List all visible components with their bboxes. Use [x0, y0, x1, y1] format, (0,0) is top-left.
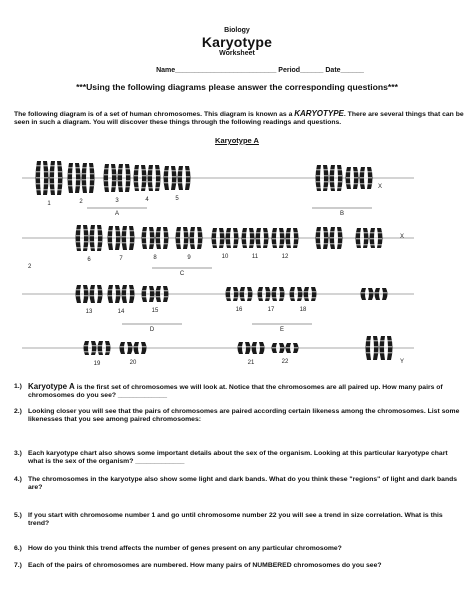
chromosome: [272, 343, 285, 353]
chromosome: [286, 228, 299, 248]
karyotype-diagram: [22, 148, 414, 376]
pair-number-label: 14: [117, 309, 125, 315]
chromosome: [370, 228, 383, 248]
question-3-number: 3.): [14, 450, 22, 457]
pair-number-label: 17: [267, 307, 275, 313]
question-3: [14, 450, 464, 467]
chromosome: [142, 227, 155, 249]
pair-number-label: 20: [129, 360, 137, 366]
question-5-text: If you start with chromosome number 1 and go until chromosome number 22 you will see a trend in size correlation. What is this trend?: [28, 512, 443, 528]
subject-heading: Biology: [224, 27, 250, 34]
pair-number-label: 7: [119, 256, 123, 262]
chromosome: [36, 161, 49, 195]
group-letter-label: A: [114, 211, 120, 217]
pair-number-label: 12: [281, 254, 289, 260]
pair-number-label: 8: [153, 255, 157, 261]
group-letter-label: D: [149, 327, 155, 333]
question-4-number: 4.): [14, 476, 22, 483]
pair-number-label: 1: [47, 201, 51, 207]
pair-number-label: 9: [187, 255, 191, 261]
sex-chromosome-label: X: [400, 234, 405, 240]
pair-number-label: 5: [175, 196, 179, 202]
sex-chromosome-label: Y: [400, 359, 405, 365]
pair-number-label: 18: [299, 307, 307, 313]
question-6-number: 6.): [14, 545, 22, 552]
question-2-text: Looking closer you will see that the pairs of chromosomes are paired according certain likeness among the chromosomes. List some likenesses that you see among paired chromosomes:: [28, 408, 460, 424]
question-5: [14, 512, 464, 529]
karyotype-label: Karyotype A: [215, 136, 259, 145]
chromosome: [346, 167, 359, 189]
chromosome: [226, 228, 239, 248]
chromosome: [50, 161, 63, 195]
chromosome: [256, 228, 269, 248]
pair-number-label: 21: [247, 360, 255, 366]
chromosome: [156, 227, 169, 249]
chromosome: [286, 343, 299, 353]
chromosome: [272, 228, 285, 248]
question-7-number: 7.): [14, 562, 22, 569]
name-period-date-line: Name__________________________ Period______ Date______: [156, 67, 364, 74]
instruction-line: ***Using the following diagrams please answer the corresponding questions***: [76, 82, 398, 92]
question-4: [14, 476, 464, 493]
question-6-text: How do you think this trend affects the number of genes present on any particular chromosome?: [28, 545, 342, 552]
intro-part-2: . There are several things that can be seen in such a diagram. You will discover these things through the following readings and questions.: [14, 111, 464, 127]
pair-number-label: 22: [281, 359, 289, 365]
chromosome: [212, 228, 225, 248]
pair-number-label: 15: [151, 308, 159, 314]
question-2-number: 2.): [14, 408, 22, 415]
question-4-text: The chromosomes in the karyotype also show some light and dark bands. What do you think these "regions" of light and dark bands are?: [28, 476, 458, 492]
chromosome: [242, 228, 255, 248]
chromosome: [360, 167, 373, 189]
intro-part-1: The following diagram is of a set of human chromosomes. This diagram is known as a: [14, 111, 295, 118]
question-2: [14, 408, 464, 425]
question-7: [14, 562, 464, 570]
pair-number-label: 16: [235, 307, 243, 313]
question-6: [14, 545, 464, 553]
pair-number-label: 11: [251, 254, 259, 260]
page-subtitle: Worksheet: [219, 50, 255, 57]
pair-number-label: 2: [79, 199, 83, 205]
intro-paragraph: [14, 110, 464, 128]
pair-number-label: 19: [93, 361, 101, 367]
chromosome: [190, 227, 203, 249]
pair-number-label: 13: [85, 309, 93, 315]
question-3-text: Each karyotype chart also shows some important details about the sex of the organism. Looking at this particular karyotype chart what is the sex of the organism? _____________: [28, 450, 448, 466]
question-1: [14, 383, 464, 401]
pair-number-label: 3: [115, 198, 119, 204]
chromosome: [316, 227, 329, 249]
sex-chromosome-label: 2: [28, 264, 32, 270]
question-1-number: 1.): [14, 383, 22, 390]
pair-number-label: 4: [145, 197, 149, 203]
chromosome: [356, 228, 369, 248]
chromosome: [176, 227, 189, 249]
group-letter-label: B: [339, 211, 345, 217]
question-5-number: 5.): [14, 512, 22, 519]
question-1-lead: Karyotype A: [28, 382, 75, 391]
group-letter-label: E: [279, 327, 285, 333]
question-7-text: Each of the pairs of chromosomes are numbered. How many pairs of NUMBERED chromosomes do you see?: [28, 562, 382, 569]
group-letter-label: C: [179, 271, 185, 277]
pair-number-label: 10: [221, 254, 229, 260]
pair-number-label: 6: [87, 257, 91, 263]
question-1-text: is the first set of chromosomes we will look at. Notice that the chromosomes are all paired up. How many pairs of chromosomes do you see? _____________: [28, 384, 443, 400]
chromosome: [330, 227, 343, 249]
sex-chromosome-label: X: [378, 184, 383, 190]
intro-term: KARYOTYPE: [294, 109, 344, 118]
page-title: Karyotype: [201, 34, 273, 50]
